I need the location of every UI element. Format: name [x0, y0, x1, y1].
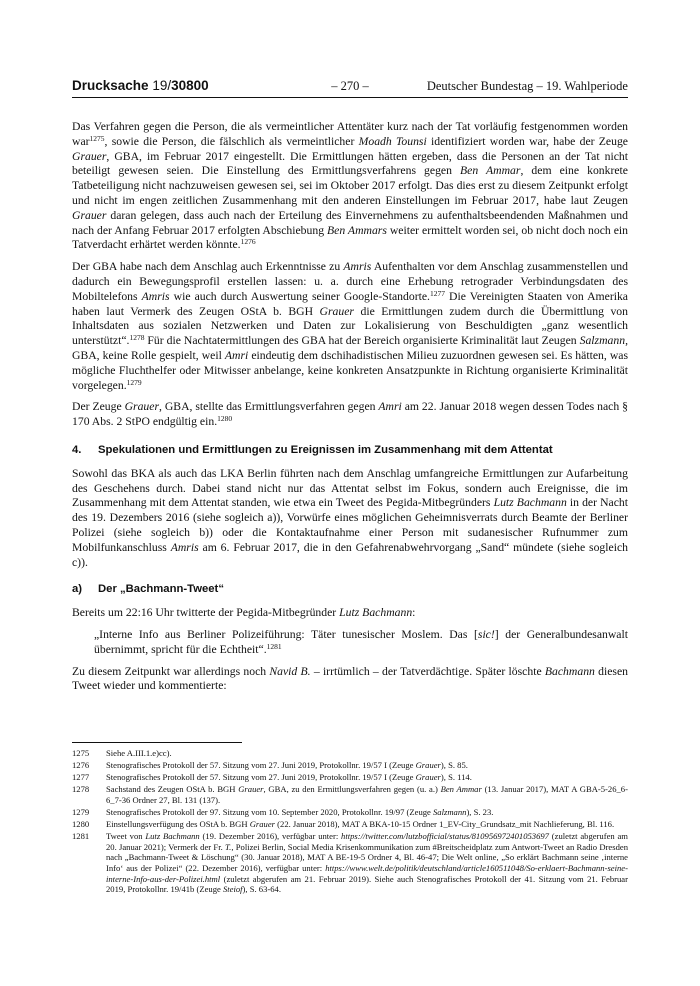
footnotes — [72, 748, 628, 896]
text-run: Stenografisches Protokoll der 57. Sitzung vom 27. Juni 2019, Protokollnr. 19/57 I (Zeuge — [106, 760, 416, 771]
text-run: (22. Januar 2018), MAT A BKA-10-15 Ordner 1_EV-City_Grundsatz_mit Nachlieferung, Bl. 116. — [275, 819, 615, 830]
footnote-1276 — [72, 760, 628, 771]
paragraph-5 — [72, 606, 628, 621]
text-run: : — [412, 606, 416, 620]
text-run: Tweet von — [106, 831, 146, 842]
block-quote — [94, 628, 628, 658]
person-name: Ben Ammar — [460, 164, 521, 178]
doc-number-value: 30800 — [171, 78, 209, 93]
subsection-number: a) — [72, 583, 83, 596]
text-run: Stenografisches Protokoll der 97. Sitzung vom 10. September 2020, Protokollnr. 19/97 (Zeuge — [106, 806, 433, 817]
text-run: (zuletzt abgerufen am 21. Februar 2019). Siehe auch Stenografisches Protokoll der 41. Sitzung vom 21. Februar 2019, Protokollnr. 19/41b (Zeuge — [106, 873, 628, 895]
text-run: eindeutig dem dschihadistischen Milieu zuzuordnen gewesen sei. Es hätten, was mögliche Fluchthelfer oder Mitwisser anbelange, keine konkreten Ansatzpunkte in Richtung organisierte Kriminalität vorgelegen. — [72, 348, 629, 392]
text-run: – irrtümlich – der Tatverdächtige. Später löschte — [310, 664, 545, 678]
text-run: ), S. 114. — [440, 772, 472, 783]
footnote-1277 — [72, 772, 628, 783]
subsection-heading-a — [72, 582, 628, 597]
doc-label: Drucksache — [72, 78, 149, 93]
text-run: Der Zeuge — [72, 400, 125, 414]
person-name: Grauer — [72, 208, 107, 222]
footnote-number: 1276 — [72, 760, 90, 771]
person-name: Bachmann — [544, 664, 595, 678]
text-run: , GBA, stellte das Ermittlungsverfahren gegen — [159, 400, 379, 414]
person-name: Grauer — [415, 760, 441, 771]
footnote-ref: 1275 — [89, 133, 105, 143]
person-name: Lutz Bachmann — [145, 831, 200, 842]
text-run: am 6. Februar 2017, die in den Gefahrenabwehrvorgang „Sand“ mündete (siehe sogleich c)). — [72, 540, 628, 569]
person-name: Grauer — [249, 819, 276, 830]
person-name: Amris — [170, 540, 199, 554]
text-run: , GBA, im Februar 2017 eingestellt. Die Ermittlungen hätten ergeben, dass die Personen an der Tat nicht beteiligt gewesen seien. Die Einstellung des Ermittlungsverfahrens gegen — [72, 149, 628, 178]
text-run: daran gelegen, dass auch nach der Erteilung des Einvernehmens zu aufenthaltsbeendenden Maßnahmen und nach der Anfang Februar 2017 erfolgten Abschiebung — [72, 208, 628, 237]
text-run: in der Nacht des 19. Dezembers 2016 (siehe sogleich a)), Vorwürfe eines möglichen Geheimnisverrats durch Beamte der Berliner Polizei (siehe sogleich b)) oder die Kontaktaufnahme einer Person mit sudanesischer Rufnummer zum Mobilfunkanschluss — [72, 496, 629, 554]
paragraph-6 — [72, 665, 628, 695]
text-run: Für die Nachtatermittlungen des GBA hat der Bereich organisierte Kriminalität laut Zeugen — [144, 334, 580, 348]
footnote-text — [106, 807, 628, 818]
paragraph-2 — [72, 260, 628, 393]
text-run: (zuletzt abgerufen am 20. Januar 2021); Vermerk der Fr. — [106, 831, 628, 852]
footnote-ref: 1278 — [129, 333, 145, 343]
text-run: ), S. 63-64. — [242, 884, 281, 895]
text-run: identifiziert worden war, habe der Zeuge — [426, 134, 628, 148]
text-run: am 22. Januar 2018 wegen dessen Todes nach § 170 Abs. 2 StPO endgültig ein. — [72, 400, 628, 429]
text-run: ), S. 85. — [440, 760, 468, 771]
person-name: Ben Ammar — [440, 784, 482, 795]
footnote-text — [106, 772, 628, 783]
text-run: diesen Tweet wieder und kommentierte: — [72, 664, 628, 693]
person-name: Lutz Bachmann — [493, 496, 567, 510]
person-name: Ben Ammars — [327, 223, 387, 237]
text-run: (13. Januar 2017), MAT A GBA-5-26_6-6_7-36 Ordner 27, Bl. 131 (137). — [106, 784, 628, 805]
footnote-ref: 1279 — [126, 377, 142, 387]
section-number: 4. — [72, 443, 82, 456]
person-name: Grauer — [319, 304, 354, 318]
text-run: wie auch durch Auswertung seiner Google-Standorte. — [169, 289, 430, 303]
text-run: , Polizei Berlin, Social Media Krisenkommunikation zum #Breitscheidplatz zum Antwort-Tweet an Radio Dresden nach „Bachmann-Tweet & Löschung“ (30. Januar 2018), MAT A BE-19-5 Ordner 4, Bl. 46-47; Die Welt online, „So erklärt Bachmann seine ‚interne Info‘ aus der Polizei“ (22. Dezember 2016), verfügbar unter: — [106, 841, 628, 873]
section-heading-4 — [72, 443, 628, 458]
person-name: Moadh Tounsi — [358, 134, 427, 148]
footnote-ref: 1281 — [266, 641, 282, 651]
parliament-label: Deutscher Bundestag – 19. Wahlperiode — [426, 79, 628, 93]
text-run: , GBA, keine Rolle gespielt, weil — [72, 334, 628, 362]
footnote-text — [106, 784, 628, 805]
text-run: Zu diesem Zeitpunkt war allerdings noch — [72, 664, 270, 678]
footnote-1279 — [72, 807, 628, 818]
subsection-title: Der „Bachmann-Tweet“ — [98, 583, 224, 596]
text-run: (19. Dezember 2016), verfügbar unter: — [199, 831, 342, 842]
paragraph-1 — [72, 120, 628, 253]
person-name: Grauer — [72, 149, 107, 163]
header-rule — [72, 97, 628, 98]
doc-number-prefix: 19/ — [152, 78, 172, 93]
article-url[interactable]: https://www.welt.de/politik/deutschland/article160511048/So-erklaert-Bachmann-seine-interne-Info-aus-der-Polizei.html — [106, 862, 628, 884]
person-name: Salzmann — [433, 806, 467, 817]
footnote-number: 1279 — [72, 806, 90, 817]
footnote-1281 — [72, 831, 628, 895]
text-run: Der GBA habe nach dem Anschlag auch Erkenntnisse zu — [72, 260, 344, 274]
footnote-number: 1281 — [72, 831, 90, 842]
footnote-text — [106, 760, 628, 771]
text-run: , sowie die Person, die fälschlich als vermeintlicher — [104, 134, 359, 148]
person-name: Salzmann — [579, 334, 626, 348]
footnote-text — [106, 819, 628, 830]
person-name: Grauer — [415, 772, 441, 783]
text-run: Bereits um 22:16 Uhr twitterte der Pegida-Mitbegründer — [72, 606, 340, 620]
text-run: , dem eine konkrete Tatbeteiligung nicht nachzuweisen gewesen sei, sei im Oktober 2017 erfolgt. Das dies erst zu diesem Zeitpunkt erfolgt und nicht im engen zeitlichen Zusammenhang mit den anderen Einstellungen im Februar 2017, habe laut Zeugen — [72, 164, 628, 207]
person-name: Amris — [141, 289, 170, 303]
main-text — [72, 120, 628, 701]
footnote-ref: 1276 — [240, 237, 256, 247]
text-run: Aufenthalten vor dem Anschlag zusammenstellen und dadurch ein Bewegungsprofil erstellen lassen: u. a. durch eine Erhebung retrograder Verbindungsdaten des Mobiltelefons — [72, 260, 628, 303]
section-title: Spekulationen und Ermittlungen zu Ereignissen im Zusammenhang mit dem Attentat — [98, 443, 553, 456]
text-run: Die Vereinigten Staaten von Amerika haben laut Vermerk des Zeugen OStA b. BGH — [72, 289, 628, 318]
text-run: weiter ermittelt worden sei, ob nicht doch noch ein Tatverdacht erhärtet werden könnte. — [72, 223, 629, 252]
text-run: Sowohl das BKA als auch das LKA Berlin führten nach dem Anschlag umfangreiche Ermittlungen zur Aufarbeitung des Geschehens durch. Dabei stand nicht nur das Attentat selbst im Fokus, sondern auch Ereignisse, die im Zusammenhang mit dem Attentat standen, wie etwa ein Tweet des Pegida-Mitbegründers — [72, 466, 628, 510]
footnote-1278 — [72, 784, 628, 805]
person-name: Amris — [343, 260, 372, 274]
text-run: Einstellungsverfügung des OStA b. BGH — [106, 819, 250, 830]
footnote-number: 1278 — [72, 784, 90, 795]
text-run: „Interne Info aus Berliner Polizeiführung: Täter tunesischer Moslem. Das [ — [94, 627, 478, 641]
person-name: Amri — [378, 400, 402, 414]
footnote-rule — [72, 742, 242, 743]
footnote-1280 — [72, 819, 628, 830]
text-run: ] der Generalbundesanwalt übernimmt, spricht für die Echtheit“. — [94, 627, 628, 656]
footnote-text — [106, 831, 628, 895]
person-name: Steiof — [222, 884, 243, 895]
person-name: Amri — [224, 348, 249, 362]
paragraph-3 — [72, 400, 628, 430]
text-run: ), S. 23. — [466, 806, 494, 817]
footnote-1275 — [72, 748, 628, 759]
text-run: , GBA, zu den Ermittlungsverfahren gegen (u. a.) — [263, 784, 441, 795]
text-run: Sachstand des Zeugen OStA b. BGH — [106, 784, 239, 795]
sic-marker: sic! — [477, 627, 495, 641]
text-run: Das Verfahren gegen die Person, die als vermeintlicher Attentäter kurz nach der Tat vorläufig festgenommen worden war — [72, 120, 628, 148]
footnote-ref: 1277 — [429, 288, 445, 298]
person-name: Lutz Bachmann — [339, 606, 413, 620]
paragraph-4 — [72, 467, 628, 571]
footnote-number: 1275 — [72, 748, 90, 758]
person-name: T. — [225, 841, 232, 852]
text-run: die Ermittlungen zudem durch die Übermittlung von Inhaltsdaten aus sozialen Netzwerken und Daten zur Lokalisierung von Beschuldigten „ganz wesentlich unterstützt“. — [72, 304, 628, 348]
footnote-number: 1277 — [72, 772, 90, 783]
footnote-text: Siehe A.III.1.e)cc). — [106, 748, 172, 758]
footnote-number: 1280 — [72, 819, 90, 830]
text-run: Stenografisches Protokoll der 57. Sitzung vom 27. Juni 2019, Protokollnr. 19/57 I (Zeuge — [106, 772, 416, 783]
footnote-ref: 1280 — [217, 414, 233, 424]
tweet-url[interactable]: https://twitter.com/lutzbofficial/status/810956972401053697 — [341, 831, 549, 842]
person-name: Grauer — [124, 400, 159, 414]
person-name: Grauer — [238, 784, 264, 795]
person-name: Navid B. — [269, 664, 311, 678]
running-header — [72, 78, 628, 96]
page-number: – 270 – — [331, 79, 369, 93]
